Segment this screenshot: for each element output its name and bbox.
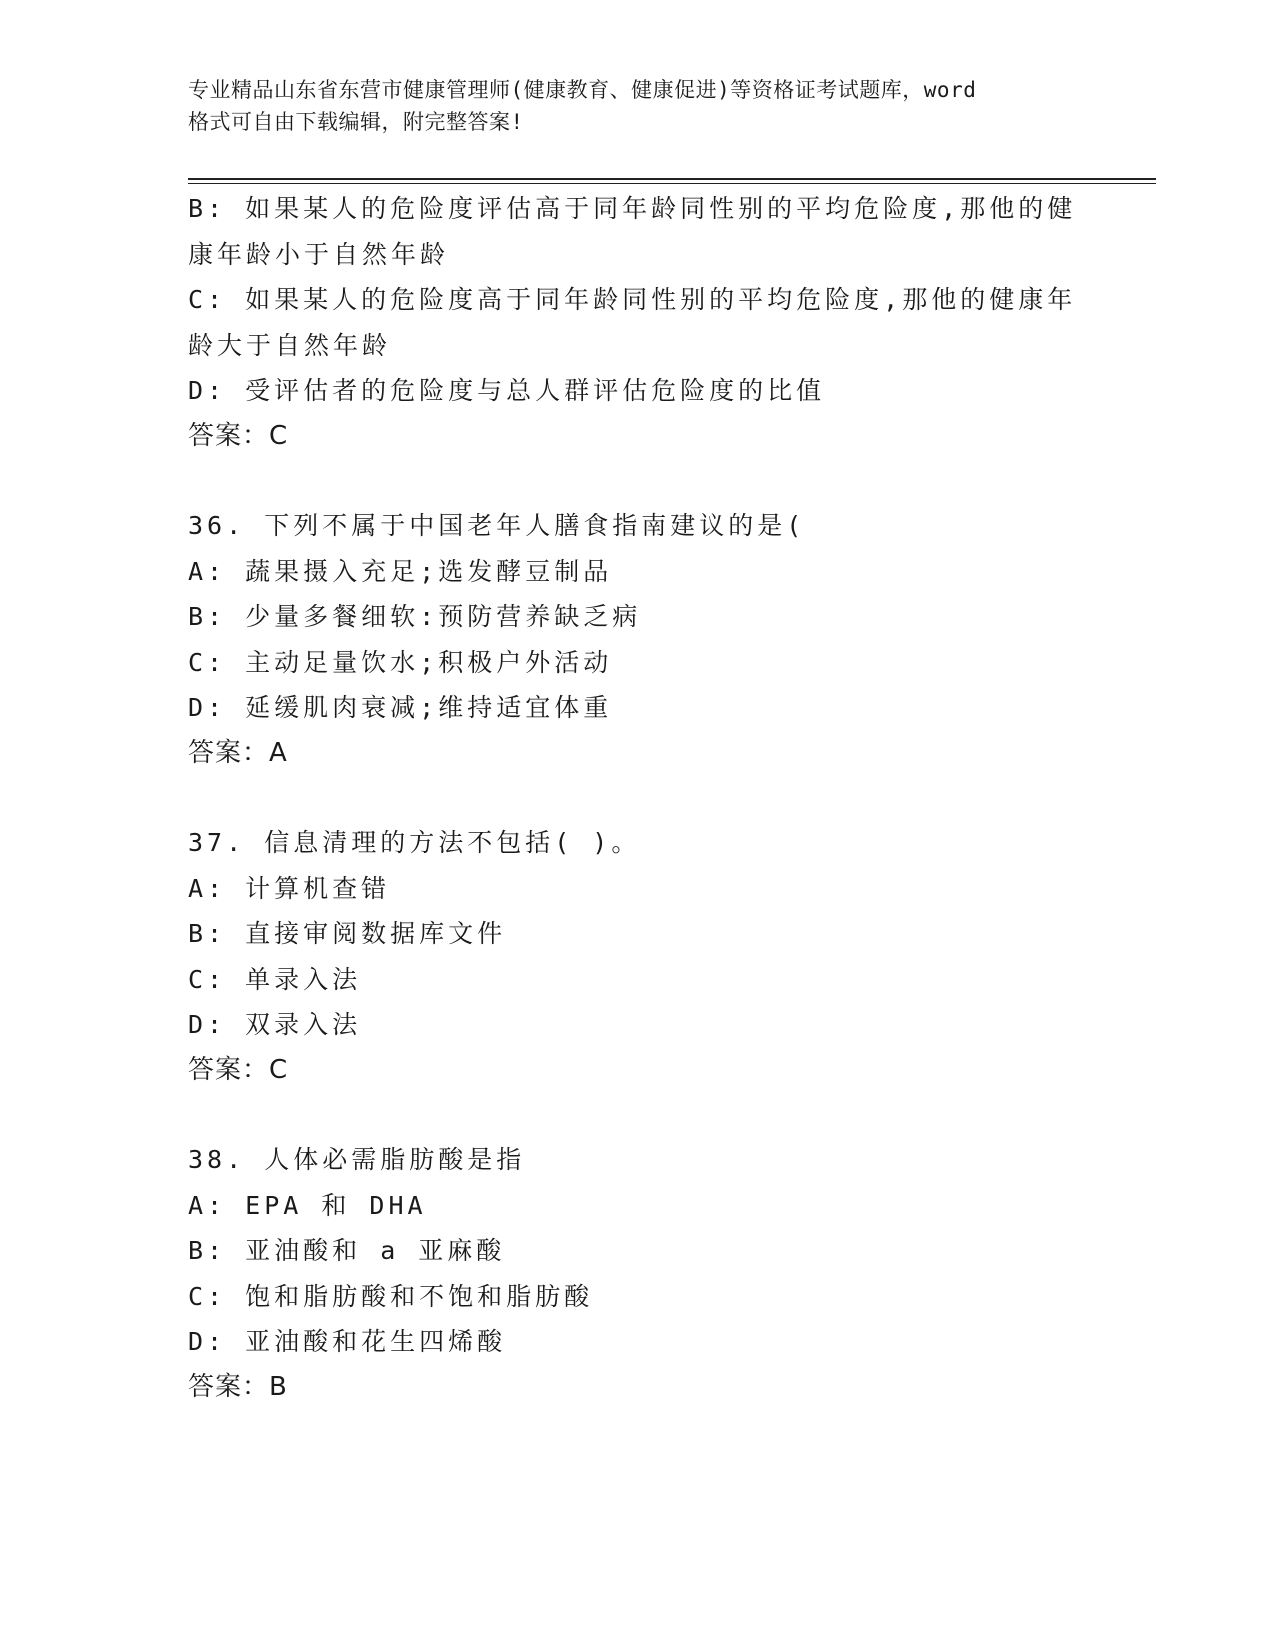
option-b: B: 直接审阅数据库文件: [188, 919, 507, 948]
answer-line: 答案：C: [188, 1054, 289, 1085]
header-divider-thin: [188, 183, 1156, 184]
answer-line: 答案：C: [188, 420, 289, 451]
question-block-37: [188, 820, 1088, 1093]
option-b: B: 亚油酸和 a 亚麻酸: [188, 1236, 506, 1265]
header-line-2: 格式可自由下载编辑，附完整答案!: [188, 110, 524, 134]
answer-line: 答案：B: [188, 1371, 288, 1402]
option-a: A: 蔬果摄入充足;选发酵豆制品: [188, 556, 613, 586]
option-d: D: 亚油酸和花生四烯酸: [188, 1327, 507, 1356]
option-c: C: 饱和脂肪酸和不饱和脂肪酸: [188, 1281, 594, 1311]
option-b-line-2: 康年龄小于自然年龄: [188, 239, 450, 269]
question-list: [188, 186, 1088, 1410]
header-divider-thick: [188, 178, 1156, 180]
option-b: B: 少量多餐细软:预防营养缺乏病: [188, 602, 642, 631]
question-block-35: [188, 186, 1088, 459]
option-c-line-1: C: 如果某人的危险度高于同年龄同性别的平均危险度,那他的健康年: [188, 285, 1077, 314]
option-d: D: 受评估者的危险度与总人群评估危险度的比值: [188, 376, 826, 405]
document-header: [188, 74, 1108, 138]
question-stem: 36. 下列不属于中国老年人膳食指南建议的是(: [188, 511, 806, 540]
option-c: C: 主动足量饮水;积极户外活动: [188, 647, 613, 677]
option-b-line-1: B: 如果某人的危险度评估高于同年龄同性别的平均危险度,那他的健: [188, 194, 1077, 223]
question-block-36: [188, 503, 1088, 776]
option-c: C: 单录入法: [188, 964, 362, 994]
option-d: D: 双录入法: [188, 1010, 362, 1039]
option-a: A: EPA 和 DHA: [188, 1190, 427, 1220]
option-a: A: 计算机查错: [188, 873, 391, 903]
question-stem: 38. 人体必需脂肪酸是指: [188, 1145, 526, 1174]
option-d: D: 延缓肌肉衰减;维持适宜体重: [188, 693, 613, 722]
option-c-line-2: 龄大于自然年龄: [188, 330, 392, 360]
question-block-38: [188, 1137, 1088, 1410]
answer-line: 答案：A: [188, 737, 288, 768]
header-line-1: 专业精品山东省东营市健康管理师(健康教育、健康促进)等资格证考试题库，word: [188, 78, 977, 102]
question-stem: 37. 信息清理的方法不包括( )。: [188, 828, 641, 857]
